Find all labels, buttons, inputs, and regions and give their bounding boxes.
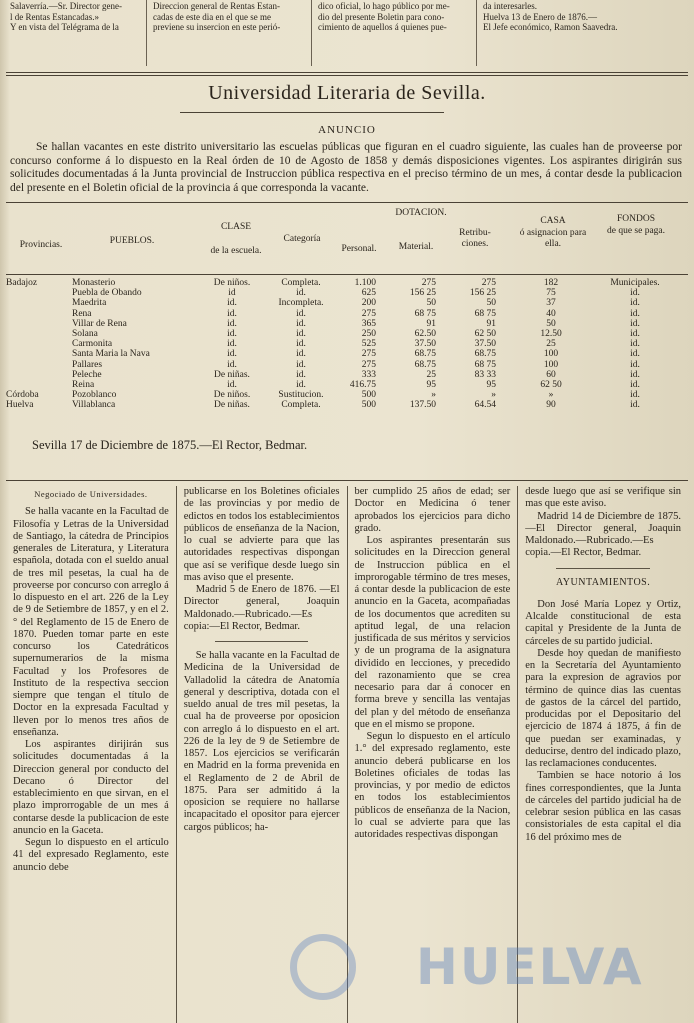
cell-personal: 625 <box>361 288 376 299</box>
text-line: da interesarles. <box>483 1 537 11</box>
divider <box>556 568 649 569</box>
cell-fondos: id. <box>630 369 640 380</box>
cell-pueblo: Villar de Rena <box>72 318 127 329</box>
text-line: cadas de este dia en el que se me <box>153 11 271 22</box>
cell-fondos: id. <box>630 390 640 401</box>
paragraph: Se halla vacante en la Facultad de Medicina de la Universidad de Valladolid la cátedra de Anatomía general y descriptiva, dotada con el sueldo anual de tres mil pesetas, la cual ha de proveerse por oposicion con arreglo á lo dispuesto en el art. 226 de la ley de 9 de Setiembre de 1857. Los ejercicios se verificarán en Madrid en la forma prevenida en el Reglamento de 2 de Abril de 1875. Para ser admitido á la oposicion se requiere no hallarse incapacitado el opositor para ejercer cargos públicos; ha- <box>183 650 340 833</box>
cell-categoria: id. <box>296 288 306 299</box>
cell-fondos: id. <box>630 339 640 350</box>
table-row <box>6 288 688 298</box>
cell-fondos: id. <box>630 349 640 360</box>
section-title: Universidad Literaria de Sevilla. <box>208 82 486 104</box>
cell-casa: 40 <box>546 308 556 319</box>
cell-clase: id. <box>227 298 237 309</box>
cell-retribuciones: 156 25 <box>469 288 496 299</box>
cell-clase: id. <box>227 318 237 329</box>
cell-retribuciones: » <box>491 390 496 401</box>
cell-clase: De niños. <box>213 278 251 288</box>
col-head-clase: CLASE <box>220 222 252 232</box>
cell-pueblo: Rena <box>72 308 92 319</box>
cell-categoria: id. <box>296 349 306 360</box>
cell-material: 62.50 <box>414 328 436 339</box>
paragraph: Madrid 5 de Enero de 1876. —El Director general, Joaquin Maldonado.—Rubricado.—Es copia:—El Rector, Bedmar. <box>183 584 340 632</box>
cell-casa: 60 <box>546 369 556 380</box>
cell-material: 68.75 <box>414 359 436 370</box>
cell-pueblo: Carmonita <box>72 339 113 350</box>
cell-retribuciones: 37.50 <box>474 339 496 350</box>
cell-clase: De niñas. <box>214 369 250 380</box>
cell-fondos: id. <box>630 318 640 329</box>
cell-casa: 182 <box>543 278 559 288</box>
cell-clase: id. <box>227 379 237 390</box>
cell-pueblo: Pozoblanco <box>72 390 117 401</box>
column-heading: Negociado de Universidades. <box>34 489 148 499</box>
top-column-3 <box>312 0 477 66</box>
anuncio-label: ANUNCIO <box>318 124 376 136</box>
cell-personal: 500 <box>361 400 376 411</box>
cell-casa: 62 50 <box>540 379 562 390</box>
cell-clase: id. <box>227 349 237 360</box>
col-head-retribuciones: Retribu- ciones. <box>459 228 491 249</box>
cell-categoria: id. <box>296 339 306 350</box>
cell-personal: 275 <box>361 308 376 319</box>
cell-casa: 100 <box>543 349 559 360</box>
cell-provincia: Córdoba <box>6 390 39 401</box>
cell-material: » <box>431 390 436 401</box>
cell-casa: 75 <box>546 288 556 299</box>
cell-retribuciones: 64.54 <box>474 400 496 411</box>
divider <box>6 72 688 73</box>
cell-personal: 250 <box>361 328 376 339</box>
cell-retribuciones: 68.75 <box>474 349 496 360</box>
cell-personal: 200 <box>361 298 376 309</box>
cell-fondos: id. <box>630 308 640 319</box>
vacancy-table <box>6 278 688 410</box>
col-head-pueblos: PUEBLOS. <box>109 236 155 246</box>
cell-material: 137.50 <box>409 400 436 411</box>
table-row <box>6 329 688 339</box>
cell-clase: id <box>228 288 236 299</box>
cell-clase: id. <box>227 339 237 350</box>
cell-retribuciones: 68 75 <box>474 308 496 319</box>
cell-retribuciones: 50 <box>486 298 496 309</box>
table-row <box>6 380 688 390</box>
col-head-casa: CASA <box>540 216 566 226</box>
cell-pueblo: Monasterio <box>72 278 116 288</box>
text-line: Y en vista del Telégrama de la <box>10 22 119 32</box>
cell-personal: 333 <box>361 369 376 380</box>
cell-casa: 50 <box>546 318 556 329</box>
cell-retribuciones: 95 <box>486 379 496 390</box>
cell-pueblo: Peleche <box>72 369 102 380</box>
cell-clase: De niñas. <box>214 400 250 411</box>
top-column-4 <box>477 0 639 66</box>
text-line: previene su insercion en este perió- <box>153 22 281 32</box>
table-row <box>6 339 688 349</box>
cell-personal: 416.75 <box>349 379 376 390</box>
cell-material: 25 <box>426 369 436 380</box>
cell-fondos: id. <box>630 359 640 370</box>
cell-retribuciones: 62 50 <box>474 328 496 339</box>
cell-provincia: Badajoz <box>6 278 38 288</box>
signature-line: Sevilla 17 de Diciembre de 1875.—El Rector, Bedmar. <box>32 438 308 452</box>
text-line: Huelva 13 de Enero de 1876.— <box>483 11 597 22</box>
cell-pueblo: Puebla de Obando <box>72 288 142 299</box>
paragraph: Los aspirantes dirijirán sus solicitudes documentadas á la Direccion general por conducto del Decano ó Director del establecimiento en que sirvan, en el plazo improrrogable de un mes á contarse desde la publicacion de este anuncio en la Gaceta. <box>13 739 169 836</box>
cell-retribuciones: 275 <box>481 278 496 288</box>
paragraph: desde luego que así se verifique sin mas que este aviso. <box>525 486 681 510</box>
cell-categoria: id. <box>296 369 306 380</box>
cell-material: 50 <box>426 298 436 309</box>
col-head-material: Material. <box>398 242 434 252</box>
section-heading: AYUNTAMIENTOS. <box>555 576 651 588</box>
cell-casa: 100 <box>543 359 559 370</box>
divider <box>6 75 688 76</box>
column-1 <box>6 486 177 1023</box>
cell-material: 37.50 <box>414 339 436 350</box>
cell-clase: id. <box>227 359 237 370</box>
cell-categoria: id. <box>296 318 306 329</box>
text-line: dico oficial, lo hago público por me- <box>318 1 450 11</box>
cell-casa: 25 <box>546 339 556 350</box>
col-head-provincias: Provincias. <box>19 240 63 250</box>
cell-material: 68 75 <box>414 308 436 319</box>
cell-clase: id. <box>227 308 237 319</box>
paragraph: Don José María Lopez y Ortiz, Alcalde constitucional de esta capital y Presidente de la Junta de cárceles de su partido judicial. <box>525 598 681 647</box>
cell-personal: 1.100 <box>354 278 376 288</box>
text-line: dio del presente Boletin para cono- <box>318 11 445 22</box>
cell-personal: 275 <box>361 359 376 370</box>
top-column-2 <box>147 0 312 66</box>
cell-categoria: Incompleta. <box>278 298 324 309</box>
cell-personal: 275 <box>361 349 376 360</box>
top-continuation-strip <box>4 0 686 66</box>
cell-retribuciones: 91 <box>486 318 496 329</box>
cell-pueblo: Maedrita <box>72 298 107 309</box>
cell-casa: » <box>548 390 554 401</box>
table-row <box>6 370 688 380</box>
paragraph: Se halla vacante en la Facultad de Filosofía y Letras de la Universidad de Santiago, la cátedra de Principios generales de Literatura, y Literatura española, dotada con el sueldo anual de tres mil pesetas, la cual ha de proveerse por concurso con arreglo á lo dispuesto en el art. 226 de la Ley de 9 de Setiembre de 1857, y en el 2.° del Reglamento de 15 de Enero de 1870. Pueden tomar parte en este concurso los Catedráticos supernumerarios de la misma Facultad y los Profesores de Instituto de la respectiva seccion siempre que tengan el título de Doctor en la expresada Facultad y lleven por lo menos tres años de enseñanza. <box>13 506 169 738</box>
table-row <box>6 319 688 329</box>
table-row <box>6 349 688 359</box>
cell-material: 91 <box>426 318 436 329</box>
cell-material: 275 <box>421 278 436 288</box>
cell-pueblo: Villablanca <box>72 400 116 411</box>
cell-fondos: id. <box>630 379 640 390</box>
table-row <box>6 400 688 410</box>
cell-categoria: Completa. <box>281 278 321 288</box>
text-line: Salaverría.—Sr. Director gene- <box>10 1 122 11</box>
cell-clase: id. <box>227 328 237 339</box>
cell-pueblo: Reina <box>72 379 95 390</box>
table-row <box>6 298 688 308</box>
divider <box>215 641 308 642</box>
col-head-personal: Personal. <box>341 244 377 254</box>
watermark-text: HUELVA <box>416 938 644 996</box>
cell-personal: 525 <box>361 339 376 350</box>
paragraph: ber cumplido 25 años de edad; ser Doctor en Medicina ó tener aprobados los ejercicios para dicho grado. <box>354 486 511 534</box>
cell-retribuciones: 83 33 <box>474 369 496 380</box>
cell-categoria: id. <box>296 328 306 339</box>
cell-categoria: Completa. <box>281 400 321 411</box>
cell-categoria: id. <box>296 308 306 319</box>
col-head-fondos: FONDOS <box>616 214 655 224</box>
intro-paragraph <box>10 141 682 195</box>
text-line: Direccion general de Rentas Estan- <box>153 1 280 11</box>
paragraph: publicarse en los Boletines oficiales de las provincias y por medio de edictos en todos los establecimientos públicos de enseñanza de la Nacion, lo cual se advierte para que las autoridades respectivas dispongan que así se verifique desde luego sin mas aviso que el presente. <box>183 486 340 583</box>
intro-text: Se hallan vacantes en este distrito universitario las escuelas públicas que figuran en el cuadro siguiente, las cuales han de proveerse por concurso conforme á lo dispuesto en la Real órden de 10 de Agosto de 1858 y demás disposiciones vigentes. Los aspirantes dirigirán sus solicitudes documentadas á la Junta provincial de Instruccion pública respectiva en el preciso término de un mes, á contar desde la publicacion del presente en el Boletin oficial de la provincia á que corresponda la vacante. <box>10 141 682 194</box>
watermark-emblem-icon <box>290 934 356 1000</box>
cell-fondos: id. <box>630 298 640 309</box>
paragraph: Madrid 14 de Diciembre de 1875.—El Director general, Joaquin Maldonado.—Rubricado.—Es copia.—El Rector, Bedmar. <box>525 510 681 559</box>
cell-retribuciones: 68 75 <box>474 359 496 370</box>
text-line: El Jefe económico, Ramon Saavedra. <box>483 22 618 32</box>
cell-fondos: id. <box>630 288 640 299</box>
col-head-casa-sub: ó asignacion para ella. <box>519 228 587 249</box>
cell-fondos: id. <box>630 328 640 339</box>
col-head-dotacion: DOTACION. <box>395 208 447 218</box>
cell-categoria: Sustitucion. <box>278 390 324 401</box>
table-row <box>6 360 688 370</box>
paragraph: Desde hoy quedan de manifiesto en la Secretaría del Ayuntamiento para la expresion de agravios por término de quince dias las cuentas de gastos de la cárcel del partido, producidas por el Depositario del ejercicio de 1874 á 1875, á fin de que puedan ser examinadas, y deducirse, dentro del indicado plazo, las reclamaciones conducentes. <box>525 647 681 769</box>
paragraph: Segun lo dispuesto en el artículo 1.° del expresado reglamento, este anuncio deberá publicarse en los Boletines oficiales de todas las provincias, y por medio de edictos en todos los establecimientos públicos de enseñanza de la Nacion, lo cual se advierte para que las autoridades respectivas dispongan <box>354 731 511 840</box>
cell-pueblo: Santa Maria la Nava <box>72 349 150 360</box>
text-line: l de Rentas Estancadas.» <box>10 11 99 22</box>
cell-material: 156 25 <box>409 288 436 299</box>
cell-clase: De niños. <box>213 390 251 401</box>
archive-watermark <box>290 930 690 1000</box>
paragraph: Los aspirantes presentarán sus solicitudes en la Direccion general de Instruccion pública en el improrogable término de tres meses, á contar desde la publicacion de este anuncio en la Gaceta, acompañadas de los documentos que acrediten su aptitud legal, de una relacion justificada de sus méritos y servicios y de un programa de la asignatura dividido en lecciones, y precedido del razonamiento que se crea necesario para dar á conocer en forma breve y sencilla las ventajas del plan y del método de enseñanza que en el mismo se propone. <box>354 535 511 730</box>
cell-provincia: Huelva <box>6 400 34 411</box>
divider <box>6 480 688 481</box>
col-head-categoria: Categoría <box>283 234 321 244</box>
table-top-rule <box>6 202 688 203</box>
cell-material: 68.75 <box>414 349 436 360</box>
table-row <box>6 390 688 400</box>
top-column-1 <box>4 0 147 66</box>
paragraph: Segun lo dispuesto en el artículo 41 del expresado Reglamento, este anuncio debe <box>13 837 169 873</box>
divider <box>180 112 444 113</box>
table-header-rule <box>6 274 688 275</box>
cell-casa: 12.50 <box>540 328 562 339</box>
cell-fondos: id. <box>630 400 640 411</box>
text-line: cimiento de aquellos á quienes pue- <box>318 22 447 32</box>
col-head-fondos-sub: de que se paga. <box>606 226 666 236</box>
cell-personal: 365 <box>361 318 376 329</box>
cell-categoria: id. <box>296 379 306 390</box>
cell-casa: 37 <box>546 298 556 309</box>
cell-pueblo: Pallares <box>72 359 103 370</box>
table-row <box>6 309 688 319</box>
cell-fondos: Municipales. <box>610 278 660 288</box>
paragraph: Tambien se hace notorio á los fines correspondientes, que la Junta de cárceles del partido judicial ha de celebrar sesion pública en las casas consistoriales de esta capital el dia 16 del próximo mes de <box>525 770 681 843</box>
cell-personal: 500 <box>361 390 376 401</box>
table-row <box>6 278 688 288</box>
cell-pueblo: Solana <box>72 328 98 339</box>
cell-material: 95 <box>426 379 436 390</box>
cell-casa: 90 <box>546 400 556 411</box>
table-header <box>6 206 688 272</box>
col-head-clase-sub: de la escuela. <box>210 246 262 256</box>
cell-categoria: id. <box>296 359 306 370</box>
